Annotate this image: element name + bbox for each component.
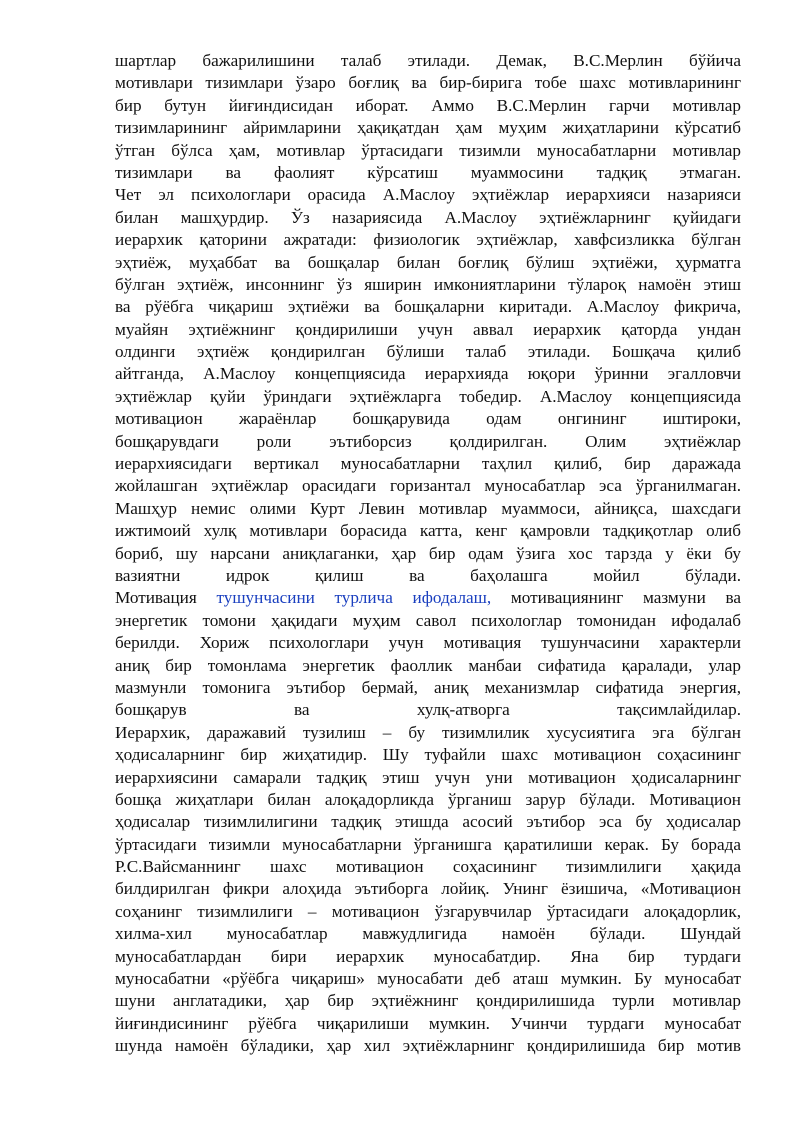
text-line: тизимлари ва фаолият кўрсатиш муаммосини тадқиқ этмаган. bbox=[115, 162, 741, 182]
text-line: жойлашган эҳтиёжлар орасидаги горизантал муносабатлар эса ўрганилмаган. bbox=[115, 476, 741, 496]
text-line: ижтимоий хулқ мотивлари борасида катта, кенг қамровли тадқиқотлар олиб bbox=[115, 521, 741, 541]
text-line-with-link bbox=[115, 587, 741, 609]
text-line: айтганда, А.Маслоу концепциясида иерархияда юқори ўринни эгалловчи bbox=[115, 364, 741, 384]
text-line: бир бутун йиғиндисидан иборат. Аммо В.С.Мерлин гарчи мотивлар bbox=[115, 95, 741, 115]
text-line: бошқарувдаги роли эътиборсиз қолдирилган. Олим эҳтиёжлар bbox=[115, 431, 741, 451]
text-line: шартлар бажарилишини талаб этилади. Демак, В.С.Мерлин бўйича bbox=[115, 51, 741, 70]
text-line: хилма-хил муносабатлар мавжудлигида намоён бўлади. Шундай bbox=[115, 924, 741, 944]
link-line-after: мотивациянинг мазмуни ва bbox=[491, 588, 741, 608]
text-line: ва рўёбга чиқариш эҳтиёжи ва бошқаларни киритади. А.Маслоу фикрича, bbox=[115, 297, 741, 317]
text-line: иерархик қаторини ажратади: физиологик эҳтиёжлар, хавфсизликка бўлган bbox=[115, 230, 741, 250]
text-line: ўртасидаги тизимли муносабатларни ўрганишга қаратилиши керак. Бу борада bbox=[115, 834, 741, 854]
text-line: муносабатлардан бири иерархик муносабатдир. Яна бир турдаги bbox=[115, 946, 741, 966]
text-line: вазиятни идрок қилиш ва баҳолашга мойил бўлади. bbox=[115, 565, 741, 585]
text-line: иерархиясидаги вертикал муносабатларни таҳлил қилиб, бир даражада bbox=[115, 454, 741, 474]
text-line: ўтган бўлса ҳам, мотивлар ўртасидаги тизимли муносабатларни мотивлар bbox=[115, 140, 741, 160]
text-line: соҳанинг тизимлилиги – мотивацион ўзгарувчилар ўртасидаги алоқадорлик, bbox=[115, 901, 741, 921]
motivation-concept-link[interactable]: тушунчасини турлича ифодалаш, bbox=[216, 588, 492, 608]
text-line: шуни англатадики, ҳар бир эҳтиёжнинг қондирилишида турли мотивлар bbox=[115, 991, 741, 1011]
text-line: бошқарув ва хулқ-атворга тақсимлайдилар. bbox=[115, 700, 741, 720]
text-line: Машҳур немис олими Курт Левин мотивлар муаммоси, айниқса, шахсдаги bbox=[115, 498, 741, 518]
link-line-before: Мотивация bbox=[115, 588, 217, 608]
text-line: берилди. Хориж психологлари учун мотивация тушунчасини характерли bbox=[115, 633, 741, 653]
text-line: аниқ бир томонлама энергетик фаоллик манбаи сифатида қаралади, улар bbox=[115, 655, 741, 675]
text-line: Иерархик, даражавий тузилиш – бу тизимлилик хусусиятига эга бўлган bbox=[115, 722, 741, 742]
paragraph-block-1 bbox=[115, 50, 741, 587]
text-line: Р.С.Вайсманнинг шахс мотивацион соҳасининг тизимлилиги ҳақида bbox=[115, 857, 741, 877]
text-line: эҳтиёж, муҳаббат ва бошқалар билан боғлиқ бўлиш эҳтиёжи, ҳурматга bbox=[115, 252, 741, 272]
text-line: муайян эҳтиёжнинг қондирилиши учун аввал иерархик қаторда ундан bbox=[115, 319, 741, 339]
text-line: йиғиндисининг рўёбга чиқарилиши мумкин. Учинчи турдаги муносабат bbox=[115, 1013, 741, 1033]
text-line: бориб, шу нарсани аниқлаганки, ҳар бир одам ўзига хос тарзда у ёки бу bbox=[115, 543, 741, 563]
text-line: олдинги эҳтиёж қондирилган бўлиши талаб этилади. Бошқача қилиб bbox=[115, 342, 741, 362]
text-line: энергетик томони ҳақидаги муҳим савол психологлар томонидан ифодалаб bbox=[115, 610, 741, 630]
text-line: билан машҳурдир. Ўз назариясида А.Маслоу эҳтиёжларнинг қуйидаги bbox=[115, 207, 741, 227]
text-line: мотивацион жараёнлар бошқарувида одам онгининг иштироки, bbox=[115, 409, 741, 429]
paragraph-block-2 bbox=[115, 610, 741, 1058]
document-page bbox=[115, 50, 741, 1058]
text-line: тизимларининг айримларини ҳақиқатдан ҳам муҳим жиҳатларини кўрсатиб bbox=[115, 118, 741, 138]
text-line: ҳодисалар тизимлилигини тадқиқ этишда асосий эътибор эса бу ҳодисалар bbox=[115, 812, 741, 832]
text-line: Чет эл психологлари орасида А.Маслоу эҳтиёжлар иерархияси назарияси bbox=[115, 185, 741, 205]
text-line: бўлган эҳтиёж, инсоннинг ўз яширин имкониятларини тўлароқ намоён этиш bbox=[115, 274, 741, 294]
text-line: муносабатни «рўёбга чиқариш» муносабати деб аташ мумкин. Бу муносабат bbox=[115, 969, 741, 989]
text-line: эҳтиёжлар қуйи ўриндаги эҳтиёжларга тобедир. А.Маслоу концепциясида bbox=[115, 386, 741, 406]
text-line: бошқа жиҳатлари билан алоқадорликда ўрганиш зарур бўлади. Мотивацион bbox=[115, 789, 741, 809]
text-line: мазмунли томонига эътибор бермай, аниқ механизмлар сифатида энергия, bbox=[115, 677, 741, 697]
text-line: иерархиясини самарали тадқиқ этиш учун уни мотивацион ҳодисаларнинг bbox=[115, 767, 741, 787]
text-line: мотивлари тизимлари ўзаро боғлиқ ва бир-бирига тобе шахс мотивларининг bbox=[115, 73, 741, 93]
text-line: шунда намоён бўладики, ҳар хил эҳтиёжларнинг қондирилишида бир мотив bbox=[115, 1036, 741, 1056]
text-line: ҳодисаларнинг бир жиҳатидир. Шу туфайли шахс мотивацион соҳасининг bbox=[115, 745, 741, 765]
text-line: билдирилган фикри алоҳида эътиборга лойиқ. Унинг ёзишича, «Мотивацион bbox=[115, 879, 741, 899]
